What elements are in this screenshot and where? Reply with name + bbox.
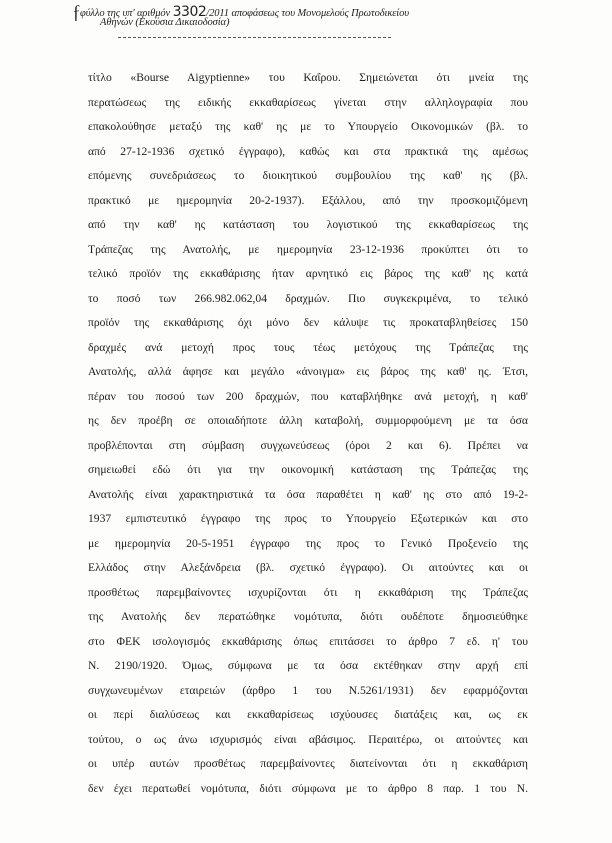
header-suffix: /2011 αποφάσεως του Μονομελούς Πρωτοδικείου [206, 8, 409, 19]
body-line: στο ΦΕΚ ισολογισμός εκκαθάρισης όπως επιτάσσει το άρθρο 7 εδ. η' του [88, 634, 528, 648]
body-line: συγχωνευμένων εταιρειών (άρθρο 1 του Ν.5261/1931) δεν εφαρμόζονται [88, 683, 528, 697]
header-divider [118, 37, 391, 38]
header-prefix: φύλλο της υπ' αριθμόν [80, 8, 171, 19]
body-line: επακολούθησε μεταξύ της καθ' ης με το Υπουργείο Οικονομικών (βλ. το [88, 120, 528, 133]
body-line: Τράπεζας της Ανατολής, με ημερομηνία 23-12-1936 προκύπτει ότι το [88, 242, 528, 256]
body-line: τελικό προϊόν της εκκαθάρισης ήταν αρνητικό εις βάρος της καθ' ης κατά [88, 267, 528, 280]
body-line: περατώσεως της ειδικής εκκαθαρίσεως γίνεται στην αλληλογραφία που [88, 95, 528, 109]
body-text [88, 66, 528, 801]
body-line: τούτου, ο ως άνω ισχυρισμός είναι αβάσιμος. Περαιτέρω, οι αιτούντες και [88, 732, 528, 746]
handwritten-margin-mark: ƒ [70, 1, 83, 24]
body-line: της Ανατολής δεν περατώθηκε νομότυπα, διότι ουδέποτε δημοσιεύθηκε [88, 610, 528, 623]
body-line: με ημερομηνία 20-5-1951 έγγραφο της προς το Γενικό Προξενείο της [88, 536, 528, 550]
body-line: 1937 εμπιστευτικό έγγραφο της προς το Υπουργείο Εξωτερικών και στο [88, 512, 528, 525]
body-line: από 27-12-1936 σχετικό έγγραφο), καθώς και στα πρακτικά της αμέσως [88, 144, 528, 158]
body-line: οι υπέρ αυτών προσθέτως παρεμβαίνοντες διατείνονται ότι η εκκαθάριση [88, 757, 528, 770]
body-line: δραχμές ανά μετοχή προς τους τέως μετόχους της Τράπεζας της [88, 340, 528, 354]
body-line: ης δεν προέβη σε οποιαδήποτε άλλη καταβολή, συμμορφούμενη με τα όσα [88, 414, 528, 427]
body-line: Ανατολής είναι χαρακτηριστικά τα όσα παραθέτει η καθ' ης στο από 19-2- [88, 487, 528, 501]
body-line: προσθέτως παρεμβαίνοντες ισχυρίζονται ότι η εκκαθάριση της Τράπεζας [88, 585, 528, 599]
body-line: επόμενης συνεδριάσεως το διοικητικού συμβουλίου της καθ' ης (βλ. [88, 169, 528, 182]
body-line: τίτλο «Bourse Aigyptienne» του Καΐρου. Σημειώνεται ότι μνεία της [88, 71, 528, 84]
body-line: πέραν του ποσού των 200 δραχμών, που καταβλήθηκε ανά μετοχή, η καθ' [88, 389, 528, 403]
body-line: προβλέπονται στη σύμβαση συγχωνεύσεως (όροι 2 και 6). Πρέπει να [88, 438, 528, 452]
body-line: πρακτικό με ημερομηνία 20-2-1937). Εξάλλου, από την προσκομιζόμενη [88, 193, 528, 207]
body-line: σημειωθεί εδώ ότι για την οικονομική κατάσταση της Τράπεζας της [88, 463, 528, 476]
body-line: οι περί διαλύσεως και εκκαθαρίσεως ισχύουσες διατάξεις και, ως εκ [88, 708, 528, 721]
decision-number: 3302 [172, 4, 207, 20]
header-line-2: Αθηνών (Εκούσια Δικαιοδοσία) [100, 17, 230, 28]
body-line: το ποσό των 266.982.062,04 δραχμών. Πιο συγκεκριμένα, το τελικό [88, 291, 528, 305]
body-line: Ελλάδος στην Αλεξάνδρεια (βλ. σχετικό έγγραφο). Οι αιτούντες και οι [88, 561, 528, 574]
body-line: προϊόν της εκκαθάρισης όχι μόνο δεν κάλυψε τις προκαταβληθείσες 150 [88, 316, 528, 329]
body-line: από την καθ' ης κατάσταση του λογιστικού της εκκαθαρίσεως της [88, 218, 528, 231]
body-line: Ανατολής, αλλά άφησε και μεγάλο «άνοιγμα» εις βάρος της καθ' ης. Έτσι, [88, 365, 528, 378]
body-line: Ν. 2190/1920. Όμως, σύμφωνα με τα όσα εκτέθηκαν στην αρχή επί [88, 659, 528, 672]
body-line: δεν έχει περατωθεί νομότυπα, διότι σύμφωνα με το άρθρο 8 παρ. 1 του Ν. [88, 781, 528, 795]
